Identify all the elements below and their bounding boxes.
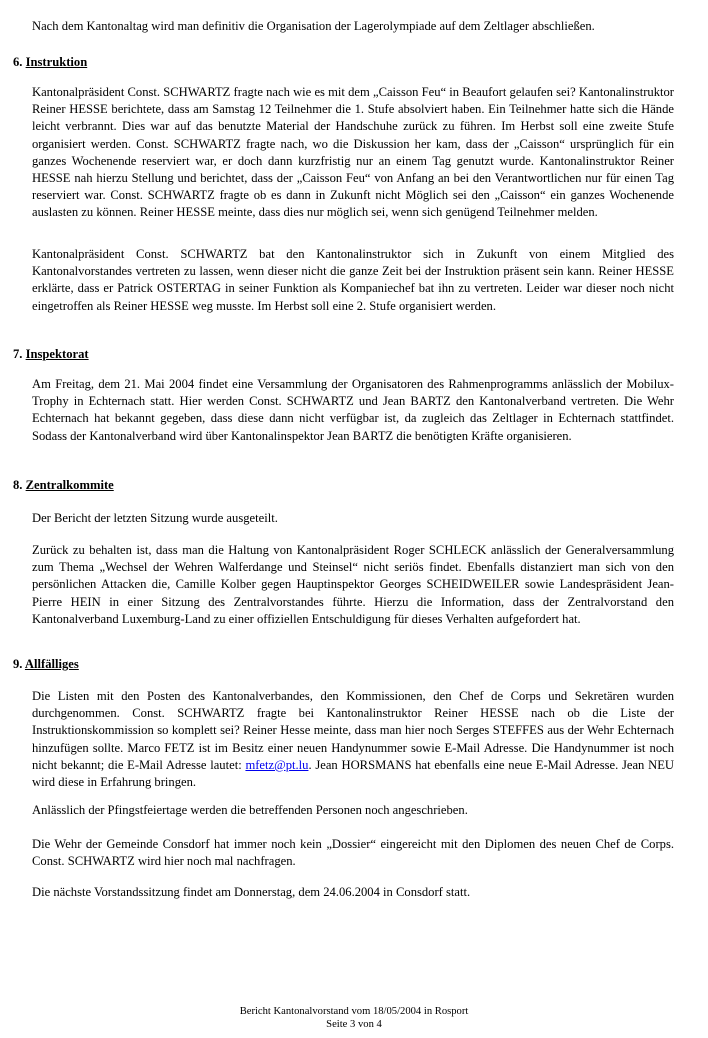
section-heading-inspektorat	[13, 346, 89, 363]
section-number: 8.	[13, 478, 23, 492]
page-label: Seite	[326, 1019, 348, 1030]
instruktion-paragraph-2: Kantonalpräsident Const. SCHWARTZ bat den Kantonalinstruktor sich in Zukunft von einem Mitglied des Kantonalvorstandes vertreten zu lassen, wenn dieser nicht die ganze Zeit bei der Instruktion präsent sein kann. Reiner HESSE erklärte, dass er Patrick OSTERTAG in seiner Funktion als Kompaniechef bat ihn zu vertreten. Leider war dieser noch nicht eingetroffen als Reiner HESSE weg musste. Im Herbst soll eine 2. Stufe organisiert werden.	[32, 247, 674, 313]
section-heading-zentralkommite	[13, 477, 114, 494]
section-title: Instruktion	[25, 55, 88, 69]
section-number: 7.	[13, 347, 23, 361]
allfaelliges-paragraph-3: Die Wehr der Gemeinde Consdorf hat immer noch kein „Dossier“ eingereicht mit den Diplomen des neuen Chef de Corps. Const. SCHWARTZ wird hier noch mal nachfragen.	[32, 837, 674, 869]
zentralkommite-paragraph-1: Der Bericht der letzten Sitzung wurde ausgeteilt.	[32, 511, 278, 525]
section-title: Zentralkommite	[25, 478, 114, 492]
inspektorat-paragraph-1: Am Freitag, dem 21. Mai 2004 findet eine Versammlung der Organisatoren des Rahmenprogramms anlässlich der Mobilux-Trophy in Echternach statt. Hier werden Const. SCHWARTZ und Jean BARTZ den Kantonalverband vertreten. Die Wehr Echternach hat bekannt gegeben, dass diese dann nicht verfügbar ist, da zugleich das Zeltlager in Echternach stattfindet. Sodass der Kantonalverband wird über Kantonalinspektor Jean BARTZ die benötigten Kräfte organisieren.	[32, 377, 674, 443]
section-heading-instruktion	[13, 54, 87, 71]
paragraph-text-before: Die Listen mit den Posten des Kantonalverbandes, den Kommissionen, den Chef de Corps und Sekretären wurden durchgenommen. Const. SCHWARTZ fragte bei Kantonalinstruktor Reiner HESSE nach ob die Liste der Instruktionskommission so komplett sei? Reiner Hesse meinte, dass man hier noch Serges STEFFES aus der Wehr Echternach hinzufügen sollte. Marco FETZ ist im Besitz einer neuen Handynummer sowie E-Mail Adresse. Die Handynummer ist noch nicht bekannt; die E-Mail Adresse lautet:	[32, 689, 674, 772]
section-number: 6.	[13, 55, 23, 69]
page-current: 3	[350, 1019, 356, 1030]
email-link[interactable]: mfetz@pt.lu	[245, 757, 309, 772]
intro-paragraph: Nach dem Kantonaltag wird man definitiv die Organisation der Lagerolympiade auf dem Zeltlager abschließen.	[32, 19, 595, 33]
page-footer	[0, 1005, 708, 1031]
page-separator: von	[357, 1019, 374, 1030]
instruktion-paragraph-1: Kantonalpräsident Const. SCHWARTZ fragte nach wie es mit dem „Caisson Feu“ in Beaufort gelaufen sei? Kantonalinstruktor Reiner HESSE berichtete, dass am Samstag 12 Teilnehmer die 1. Stufe absolviert haben. Ein Teilnehmer hatte sich die Hände leicht verbrannt. Dies war auf das benutzte Material der Handschuhe zurück zu führen. Im Herbst soll eine zweite Stufe organisiert werden. Const. SCHWARTZ fragte nach, wo die Diskussion her kam, dass der „Caisson“ ursprünglich für ein ganzes Wochenende reserviert war, er doch dann kurzfristig nur an einem Tag genutzt wurde. Kantonalinstruktor Reiner HESSE nah hierzu Stellung und berichtet, dass der „Caisson Feu“ von Anfang an bei den Verantwortlichen nur für einen Tag reserviert war. Const. SCHWARTZ fragte ob es dann in Zukunft nicht Möglich sei den „Caisson“ ein ganzes Wochenende auslasten zu können. Reiner HESSE meinte, dass dies nur möglich sei, wenn sich genügend Teilnehmer melden.	[32, 85, 674, 220]
allfaelliges-paragraph-4: Die nächste Vorstandssitzung findet am Donnerstag, dem 24.06.2004 in Consdorf statt.	[32, 885, 471, 899]
section-title: Allfälliges	[24, 657, 79, 671]
footer-report-title: Bericht Kantonalvorstand vom 18/05/2004 in Rosport	[239, 1006, 469, 1017]
section-number: 9.	[13, 657, 23, 671]
footer-page-number	[0, 1018, 708, 1031]
section-title: Inspektorat	[25, 347, 89, 361]
allfaelliges-paragraph-2: Anlässlich der Pfingstfeiertage werden die betreffenden Personen noch angeschrieben.	[32, 803, 468, 817]
allfaelliges-paragraph-1	[32, 688, 674, 791]
paragraph-text-after: . Jean HORSMANS hat ebenfalls eine neue E-Mail Adresse. Jean NEU wird diese in Erfahrung bringen.	[32, 757, 674, 790]
section-heading-allfaelliges	[13, 656, 79, 673]
zentralkommite-paragraph-2: Zurück zu behalten ist, dass man die Haltung von Kantonalpräsident Roger SCHLECK anlässlich der Generalversammlung zum Thema „Wechsel der Wehren Walferdange und Steinsel“ nicht seriös findet. Ebenfalls distanziert man sich von den persönlichen Attacken die, Camille Kolber gegen Hauptinspektor Georges SCHEIDWEILER sowie Landespräsident Jean-Pierre HEIN in einer Sitzung des Zentralvorstandes führte. Hierzu die Information, dass der Zentralvorstand den Kantonalverband Luxemburg-Land zu einer offiziellen Entschuldigung für dieses Verhalten aufgefordert hat.	[32, 543, 674, 626]
page-total: 4	[376, 1019, 382, 1030]
